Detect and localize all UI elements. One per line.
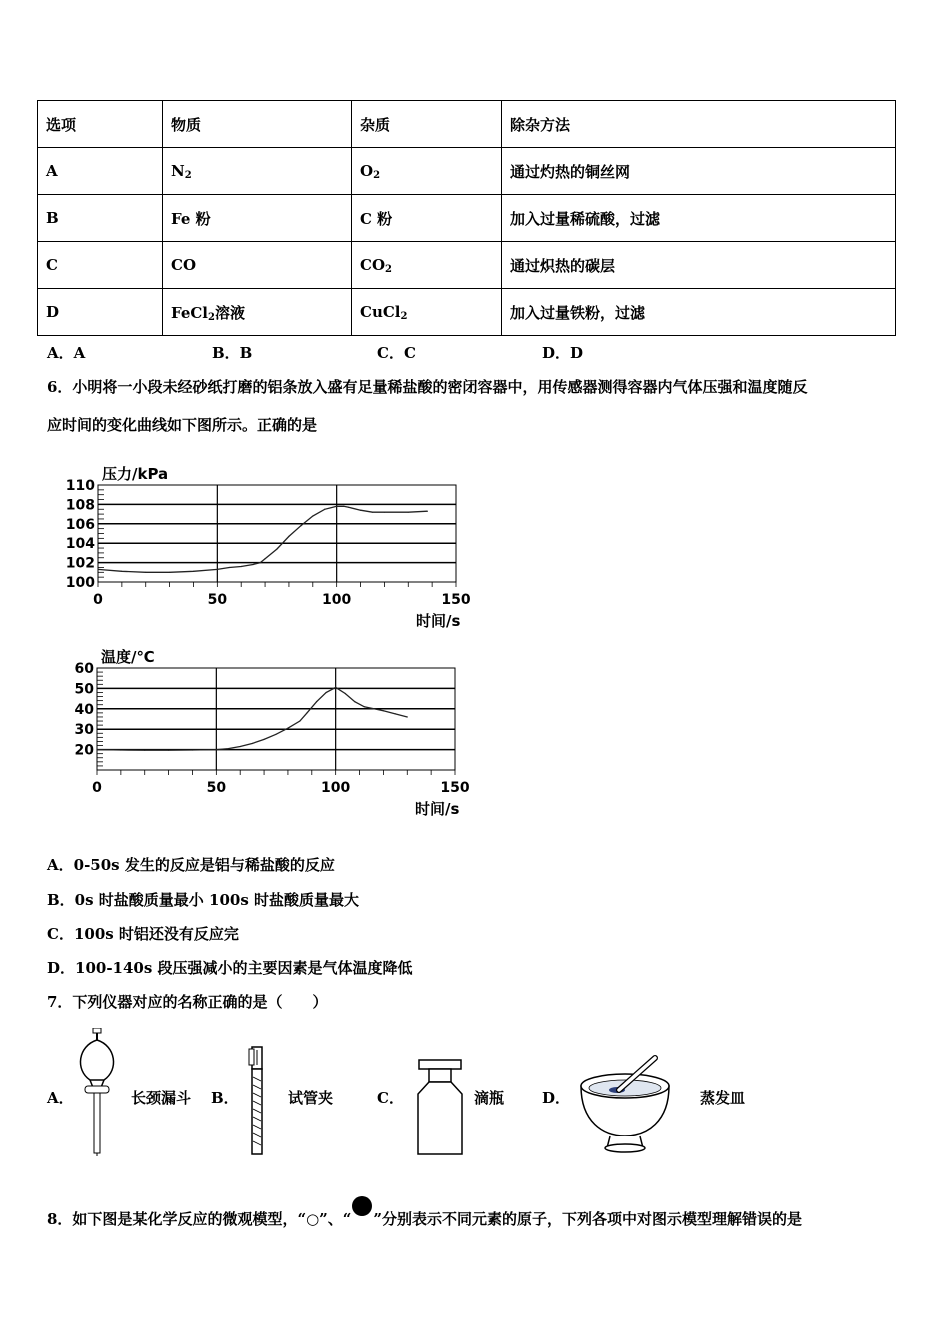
data-point xyxy=(276,548,277,549)
table-cell: 加入过量铁粉，过滤 xyxy=(502,289,896,336)
data-point xyxy=(408,512,409,513)
answer-option-d[interactable]: D．D xyxy=(542,344,584,362)
data-point xyxy=(348,507,349,508)
x-tick-label: 100 xyxy=(322,592,352,608)
answer-option-a[interactable]: A．A xyxy=(47,344,86,362)
x-tick-label: 0 xyxy=(93,592,103,608)
table-cell: $N_2$ xyxy=(163,148,352,195)
data-point xyxy=(241,566,242,567)
data-point xyxy=(144,750,145,751)
table-row xyxy=(38,289,896,336)
data-point xyxy=(252,743,253,744)
table-cell: 加入过量稀硫酸，过滤 xyxy=(502,195,896,242)
y-tick-label: 20 xyxy=(74,742,94,759)
mortar-and-pestle-icon xyxy=(575,1052,675,1156)
q6-option-a[interactable]: A．0-50s 发生的反应是铝与稀盐酸的反应 xyxy=(47,856,335,874)
data-point xyxy=(288,536,289,537)
x-tick-label: 150 xyxy=(440,780,470,796)
x-tick-label: 100 xyxy=(321,780,351,796)
data-point xyxy=(336,506,337,507)
data-point xyxy=(354,701,355,702)
q7-option-c-letter[interactable]: C． xyxy=(377,1089,404,1107)
data-point xyxy=(343,506,344,507)
data-point xyxy=(287,728,288,729)
table-row xyxy=(38,242,896,289)
y-tick-label: 106 xyxy=(65,516,95,533)
data-point xyxy=(97,569,98,570)
q6-option-b[interactable]: B．0s 时盐酸质量最小 100s 时盐酸质量最大 xyxy=(47,891,359,909)
y-tick-label: 102 xyxy=(65,555,95,572)
black-atom-icon xyxy=(352,1196,372,1216)
data-point xyxy=(299,720,300,721)
y-tick-label: 104 xyxy=(65,536,95,553)
table-cell: $O_2$ xyxy=(352,148,502,195)
question-7: 7．下列仪器对应的名称正确的是（ ） xyxy=(47,993,328,1011)
data-point xyxy=(228,748,229,749)
data-point xyxy=(193,571,194,572)
x-axis-label: 时间/s xyxy=(416,612,461,630)
data-point xyxy=(229,567,230,568)
data-point xyxy=(335,687,336,688)
question-8 xyxy=(47,1196,802,1229)
table-header-cell: 物质 xyxy=(163,101,352,148)
data-point xyxy=(407,716,408,717)
data-point xyxy=(120,749,121,750)
question-6-line-1: 6．小明将一小段未经砂纸打磨的铝条放入盛有足量稀盐酸的密闭容器中，用传感器测得容器内气体压强和温度随反 xyxy=(47,378,808,396)
data-point xyxy=(260,562,261,563)
y-tick-label: 108 xyxy=(65,497,95,514)
q7-option-b-letter[interactable]: B． xyxy=(211,1089,239,1107)
y-tick-label: 60 xyxy=(74,661,94,677)
data-point xyxy=(360,510,361,511)
dropper-bottle-icon xyxy=(412,1058,467,1158)
data-point xyxy=(316,701,317,702)
table-cell: D xyxy=(38,289,163,336)
data-point xyxy=(168,750,169,751)
y-tick-label: 50 xyxy=(74,681,94,698)
q7-option-c-name: 滴瓶 xyxy=(474,1089,505,1107)
data-point xyxy=(306,712,307,713)
data-point xyxy=(263,739,264,740)
y-tick-label: 40 xyxy=(74,701,94,718)
table-cell: A xyxy=(38,148,163,195)
data-point xyxy=(240,746,241,747)
answer-option-b[interactable]: B．B xyxy=(212,344,253,362)
data-point xyxy=(384,512,385,513)
plot-frame xyxy=(97,668,455,770)
x-tick-label: 150 xyxy=(441,592,471,608)
test-tube-clamp-icon xyxy=(240,1045,270,1157)
question-8-part-2: ”分别表示不同元素的原子，下列各项中对图示模型理解错误的是 xyxy=(373,1210,803,1228)
data-point xyxy=(364,706,365,707)
table-header-cell: 选项 xyxy=(38,101,163,148)
data-point xyxy=(217,569,218,570)
table-header-cell: 除杂方法 xyxy=(502,101,896,148)
table-cell: 通过炽热的碳层 xyxy=(502,242,896,289)
y-axis-label: 压力/kPa xyxy=(102,465,169,483)
table-row xyxy=(38,195,896,242)
data-point xyxy=(372,512,373,513)
y-tick-label: 100 xyxy=(65,575,95,591)
x-tick-label: 50 xyxy=(207,592,228,608)
data-point xyxy=(312,515,313,516)
x-tick-label: 0 xyxy=(92,780,102,796)
data-point xyxy=(383,710,384,711)
data-point xyxy=(96,749,97,750)
q7-option-d-name: 蒸发皿 xyxy=(700,1089,746,1107)
table-cell: C xyxy=(38,242,163,289)
data-point xyxy=(427,511,428,512)
question-6-line-2: 应时间的变化曲线如下图所示。正确的是 xyxy=(47,416,318,434)
data-point xyxy=(300,525,301,526)
temperature-chart xyxy=(40,645,490,825)
question-8-part-1: 8．如下图是某化学反应的微观模型，“○”、“ xyxy=(47,1210,352,1228)
q7-option-a-letter[interactable]: A． xyxy=(47,1089,74,1107)
separatory-funnel-icon xyxy=(70,1028,125,1156)
table-cell: 通过灼热的铜丝网 xyxy=(502,148,896,195)
q7-option-d-letter[interactable]: D． xyxy=(542,1089,571,1107)
series-line xyxy=(97,687,407,750)
data-point xyxy=(326,692,327,693)
data-point xyxy=(373,708,374,709)
table-cell: Fe 粉 xyxy=(163,195,352,242)
data-point xyxy=(253,564,254,565)
table-header-cell: 杂质 xyxy=(352,101,502,148)
table-cell: FeCl$_2$溶液 xyxy=(163,289,352,336)
q6-option-d[interactable]: D．100-140s 段压强减小的主要因素是气体温度降低 xyxy=(47,959,413,977)
data-point xyxy=(121,571,122,572)
data-point xyxy=(395,713,396,714)
data-point xyxy=(264,558,265,559)
y-tick-label: 110 xyxy=(65,478,95,494)
table-cell: CO xyxy=(163,242,352,289)
y-tick-label: 30 xyxy=(74,722,94,739)
q6-option-c[interactable]: C．100s 时铝还没有反应完 xyxy=(47,925,239,943)
q7-option-b-name: 试管夹 xyxy=(288,1089,334,1107)
data-point xyxy=(145,572,146,573)
answer-option-c[interactable]: C．C xyxy=(377,344,416,362)
pressure-chart xyxy=(40,455,490,640)
data-point xyxy=(169,572,170,573)
x-axis-label: 时间/s xyxy=(415,800,460,818)
table-header-row xyxy=(38,101,896,148)
data-point xyxy=(345,693,346,694)
data-point xyxy=(216,749,217,750)
table-row xyxy=(38,148,896,195)
table-cell: CuCl$_2$ xyxy=(352,289,502,336)
table-cell: $CO_2$ xyxy=(352,242,502,289)
q5-table xyxy=(37,100,896,336)
table-cell: C 粉 xyxy=(352,195,502,242)
plot-frame xyxy=(98,485,456,582)
data-point xyxy=(275,734,276,735)
data-point xyxy=(324,509,325,510)
table-cell: B xyxy=(38,195,163,242)
x-tick-label: 50 xyxy=(206,780,227,796)
y-axis-label: 温度/℃ xyxy=(101,648,155,666)
q7-option-a-name: 长颈漏斗 xyxy=(131,1089,192,1107)
data-point xyxy=(192,749,193,750)
